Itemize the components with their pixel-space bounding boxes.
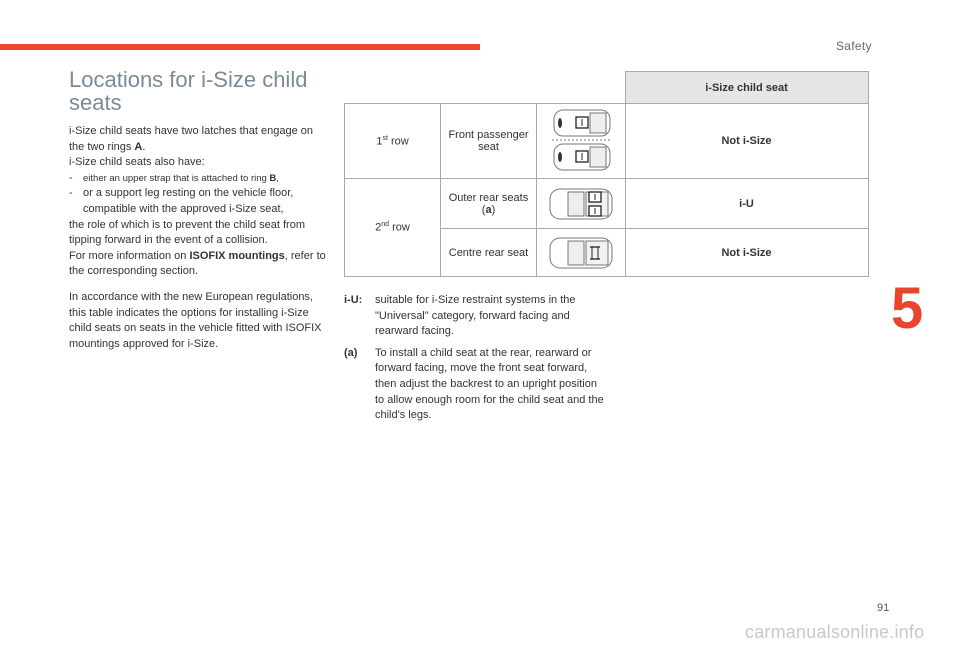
watermark: carmanualsonline.info: [745, 622, 925, 642]
note-term: (a): [344, 346, 358, 359]
seat-outer-rear: Outer rear seats (a): [441, 179, 537, 229]
row-label-first: 1st row: [345, 104, 441, 179]
outer-rear-diagram: [537, 179, 626, 229]
section-label: Safety: [836, 39, 872, 53]
isofix-link-text: ISOFIX mountings: [189, 249, 285, 262]
regulations-paragraph: In accordance with the new European regulations, this table indicates the options for installing i-Size child seats on seats in the vehicle fitted with ISOFIX mountings approved for i-Size.: [69, 290, 322, 350]
chapter-number: 5: [891, 276, 924, 341]
more-info-suffix: , refer to the corresponding section.: [69, 249, 326, 278]
more-info-prefix: For more information on: [69, 249, 190, 262]
intro-role: the role of which is to prevent the child seat from tipping forward in the event of a collision.: [69, 218, 306, 247]
row-label-second: 2nd row: [345, 179, 441, 277]
seat-front-passenger: Front passenger seat: [441, 104, 537, 179]
intro-also-have: i-Size child seats also have:: [69, 156, 205, 169]
bullet-support-leg: - or a support leg resting on the vehicle floor, compatible with the approved i-Size seat,: [69, 186, 329, 217]
centre-rear-value: Not i-Size: [625, 229, 868, 277]
outer-rear-value: i-U: [625, 179, 868, 229]
ring-b-label: B: [269, 172, 277, 184]
bullet-upper-strap: - either an upper strap that is attached to ring B,: [69, 171, 279, 184]
ring-a-label: A: [134, 140, 143, 153]
page-number: 91: [877, 602, 890, 614]
note-iu: [344, 293, 604, 340]
front-seat-value: Not i-Size: [625, 104, 868, 179]
seat-table: [344, 71, 869, 277]
front-seat-diagram: [537, 104, 626, 179]
seat-centre-rear: Centre rear seat: [441, 229, 537, 277]
car-top-view-front-icon: [546, 107, 616, 175]
intro-latches: i-Size child seats have two latches that engage on the two rings: [69, 125, 313, 153]
intro-paragraph: i-Size child seats have two latches that engage on the two rings A. i-Size child seats also have:: [69, 125, 313, 169]
car-top-view-centre-rear-icon: [546, 235, 616, 271]
note-a: [344, 346, 604, 424]
table-header: i-Size child seat: [625, 72, 868, 104]
bullet-support-leg-text: or a support leg resting on the vehicle floor, compatible with the approved i-Size seat,: [83, 187, 294, 215]
header-accent-bar: [0, 44, 480, 50]
note-definition: suitable for i-Size restraint systems in the "Universal" category, forward facing and rearward facing.: [375, 294, 576, 338]
note-term: i-U:: [344, 294, 363, 306]
intro-more-info: [69, 249, 329, 280]
car-top-view-outer-rear-icon: [546, 186, 616, 222]
bullet-upper-strap-text: either an upper strap that is attached to ring: [83, 172, 270, 184]
note-definition: To install a child seat at the rear, rearward or forward facing, move the front seat forward, then adjust the backrest to an upright position to allow enough room for the child seat and the child's legs.: [375, 346, 604, 422]
centre-rear-diagram: [537, 229, 626, 277]
page-title: Locations for i-Size child seats: [69, 67, 308, 115]
table-notes: [344, 293, 604, 430]
intro-text: [69, 124, 329, 352]
